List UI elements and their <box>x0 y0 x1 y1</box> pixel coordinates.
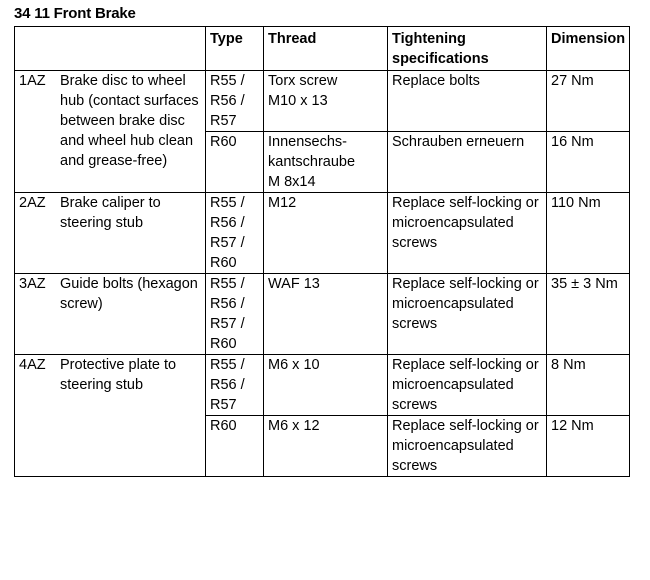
header-dimension: Dimension <box>547 27 630 71</box>
torque-spec-table <box>14 26 630 477</box>
spec-cell: Replace self-locking or microencapsulated screws <box>388 416 547 477</box>
header-thread: Thread <box>264 27 388 71</box>
item-description: Brake caliper to steering stub <box>60 195 161 231</box>
dimension-cell: 8 Nm <box>547 355 630 416</box>
table-header-row <box>15 27 630 71</box>
document-title: 34 11 Front Brake <box>14 5 136 22</box>
type-cell: R55 / R56 / R57 / R60 <box>206 274 264 355</box>
dimension-cell: 27 Nm <box>547 71 630 132</box>
dimension-cell: 35 ± 3 Nm <box>547 274 630 355</box>
thread-cell: M6 x 12 <box>264 416 388 477</box>
item-description: Brake disc to wheel hub (contact surfaces between brake disc and wheel hub clean and grease-free) <box>60 73 199 169</box>
position-code: 4AZ <box>19 357 46 373</box>
spec-cell: Replace self-locking or microencapsulated screws <box>388 355 547 416</box>
header-type: Type <box>206 27 264 71</box>
item-cell <box>15 193 206 274</box>
type-cell: R55 / R56 / R57 / R60 <box>206 193 264 274</box>
item-cell <box>15 71 206 193</box>
dimension-cell: 110 Nm <box>547 193 630 274</box>
spec-cell: Replace self-locking or microencapsulated screws <box>388 274 547 355</box>
spec-cell: Replace bolts <box>388 71 547 132</box>
position-code: 1AZ <box>19 73 46 89</box>
item-cell <box>15 355 206 477</box>
position-code: 3AZ <box>19 276 46 292</box>
thread-cell: Innensechs- kantschraube M 8x14 <box>264 132 388 193</box>
table-row <box>15 71 630 132</box>
type-cell: R60 <box>206 132 264 193</box>
thread-cell: M6 x 10 <box>264 355 388 416</box>
thread-cell: Torx screw M10 x 13 <box>264 71 388 132</box>
thread-cell: WAF 13 <box>264 274 388 355</box>
dimension-cell: 12 Nm <box>547 416 630 477</box>
item-description: Protective plate to steering stub <box>60 357 177 393</box>
spec-cell: Schrauben erneuern <box>388 132 547 193</box>
header-item <box>15 27 206 71</box>
header-tightening-specifications: Tightening specifications <box>388 27 547 71</box>
type-cell: R60 <box>206 416 264 477</box>
item-description: Guide bolts (hexagon screw) <box>60 276 198 312</box>
type-cell: R55 / R56 / R57 <box>206 71 264 132</box>
item-cell <box>15 274 206 355</box>
table-row <box>15 274 630 355</box>
spec-cell: Replace self-locking or microencapsulated screws <box>388 193 547 274</box>
type-cell: R55 / R56 / R57 <box>206 355 264 416</box>
table-row <box>15 193 630 274</box>
position-code: 2AZ <box>19 195 46 211</box>
dimension-cell: 16 Nm <box>547 132 630 193</box>
table-row <box>15 355 630 416</box>
thread-cell: M12 <box>264 193 388 274</box>
